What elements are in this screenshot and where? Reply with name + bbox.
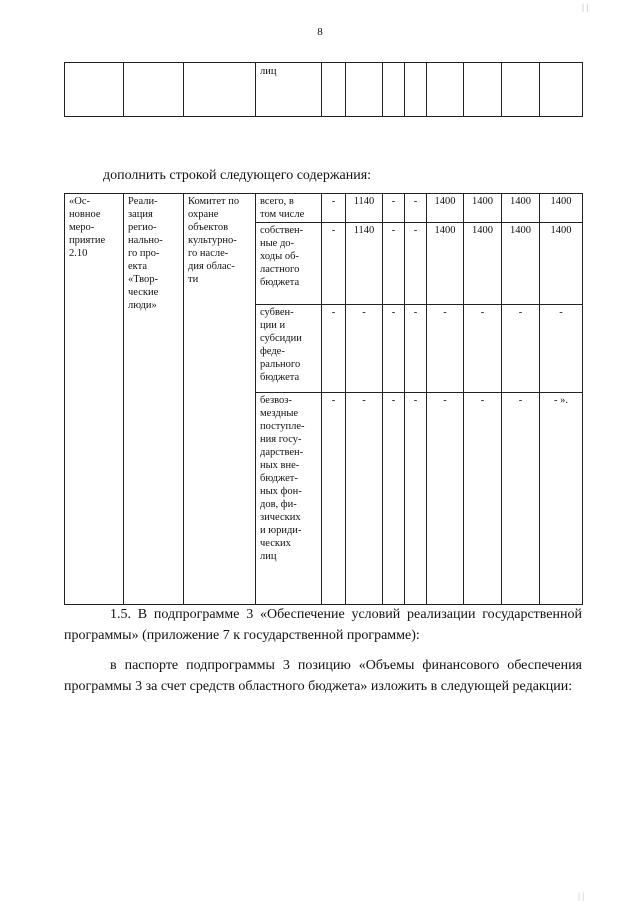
value-cell: - [322,194,346,223]
value-cell: 1140 [346,223,383,305]
value-cell: - [322,393,346,605]
bottom-mark: | | [578,891,584,901]
value-cell: - [464,305,502,393]
value-cell: - [405,305,427,393]
source-cell: субвен- ции и субсидии феде- рального бюджета [256,305,322,393]
value-cell: - [383,305,405,393]
value-cell: - [405,194,427,223]
continued-table-fragment [64,62,583,117]
corner-mark: | | [582,2,588,12]
fragment-cell: лиц [256,63,322,117]
value-cell: 1400 [502,223,540,305]
table-row [65,194,583,223]
value-cell: 1400 [502,194,540,223]
value-cell: 1400 [464,194,502,223]
value-cell: 1400 [427,223,464,305]
value-cell: - [346,393,383,605]
value-cell: - [322,223,346,305]
value-cell: - [464,393,502,605]
value-cell: - [383,223,405,305]
paragraph-subprogram-3: 1.5. В подпрограмме 3 «Обеспечение условий реализации государственной программы» (приложение 7 к государственной программе): [64,607,582,643]
event-cell: «Ос- новное меро- приятие 2.10 [65,194,124,605]
value-cell: - [383,393,405,605]
value-cell: - [405,223,427,305]
preface-text: дополнить строкой следующего содержания: [103,168,372,183]
value-cell: 1400 [540,194,583,223]
value-cell: - [322,305,346,393]
value-cell: - [540,305,583,393]
value-cell: - [405,393,427,605]
table-row [65,63,583,117]
value-cell: - [502,305,540,393]
value-cell: - [427,305,464,393]
name-cell: Реали- зация регио- нально- го про- екта «Твор- ческие люди» [124,194,184,605]
source-cell: собствен- ные до- ходы об- ластного бюджета [256,223,322,305]
value-cell: - [346,305,383,393]
source-cell: всего, в том числе [256,194,322,223]
value-cell: 1140 [346,194,383,223]
funding-table [64,193,583,605]
value-cell: 1400 [540,223,583,305]
executor-cell: Комитет по охране объектов культурно- го насле- дия облас- ти [184,194,256,605]
value-cell: 1400 [427,194,464,223]
value-cell: - [502,393,540,605]
page-number: 8 [317,26,323,38]
value-cell: - [383,194,405,223]
paragraph-passport: в паспорте подпрограммы 3 позицию «Объемы финансового обеспечения программы 3 за счет средств областного бюджета» изложить в следующей редакции: [64,658,582,694]
value-cell: 1400 [464,223,502,305]
value-cell: - ». [540,393,583,605]
value-cell: - [427,393,464,605]
source-cell: безвоз- мездные поступле- ния госу- дарствен- ных вне- бюджет- ных фон- дов, фи- зических и юриди- ческих лиц [256,393,322,605]
